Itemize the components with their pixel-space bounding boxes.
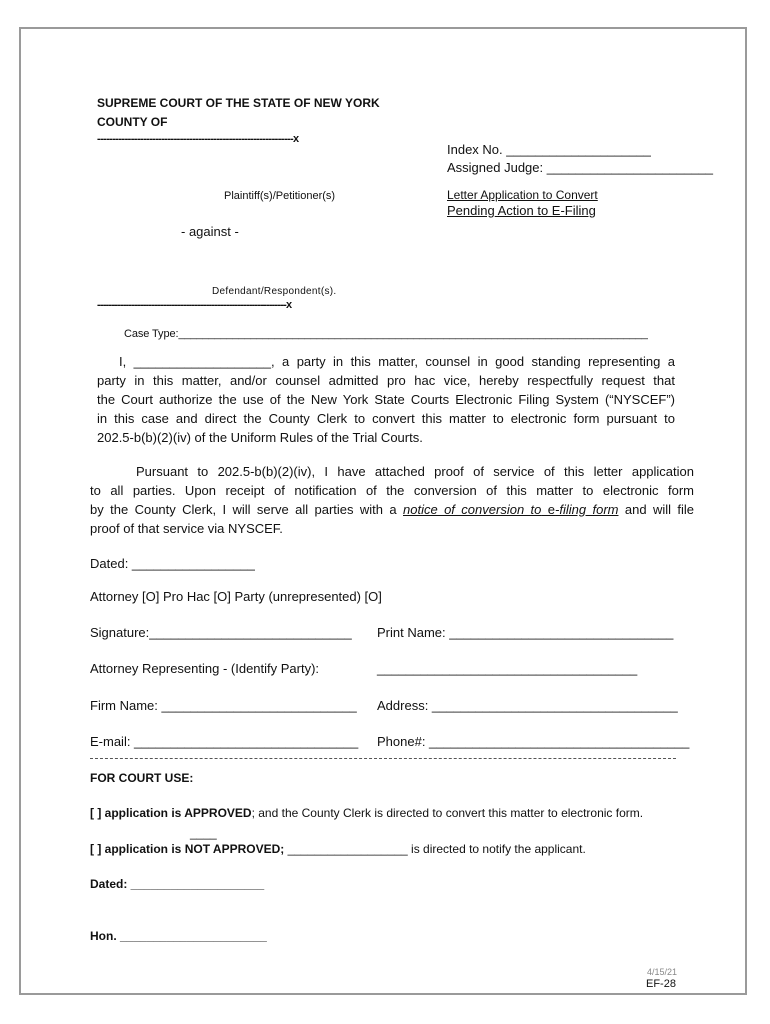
para2-line2: to all parties. Upon receipt of notification of the conversion of this matter to electronic form: [90, 483, 694, 498]
plaintiff-label: Plaintiff(s)/Petitioner(s): [224, 190, 336, 202]
request-paragraph: [97, 352, 675, 447]
para2-line3: by the County Clerk, I will serve all parties with a notice of conversion to e-filing form and will file: [90, 502, 694, 517]
court-use-heading: FOR COURT USE:: [90, 771, 194, 785]
not-mark: ____: [190, 826, 217, 840]
court-dated-field: Dated: ____________________: [90, 877, 265, 891]
hon-field: Hon. ______________________: [90, 929, 267, 943]
attorney-representing-label: Attorney Representing - (Identify Party):: [90, 661, 320, 676]
footer-date: 4/15/21: [647, 967, 678, 977]
caption-top-rule: ----------------------------------------------------------------x: [97, 133, 299, 145]
court-name: SUPREME COURT OF THE STATE OF NEW YORK: [97, 96, 380, 110]
para1-line4: in this case and direct the County Clerk to convert this matter to electronic form pursuant to: [97, 411, 675, 426]
not-approved-line: [ ] application is NOT APPROVED; __________________ is directed to notify the applicant.: [90, 842, 586, 856]
county-label: COUNTY OF: [97, 115, 168, 129]
para2-line1: Pursuant to 202.5-b(b)(2)(iv), I have attached proof of service of this letter application: [136, 464, 694, 479]
para1-line1: I, ___________________, a party in this matter, counsel in good standing representing a: [119, 354, 675, 369]
service-paragraph: [90, 462, 694, 538]
para2-line4: proof of that service via NYSCEF.: [90, 521, 283, 536]
attorney-representing-line: ____________________________________: [377, 661, 638, 676]
para1-line2: party in this matter, and/or counsel admitted pro hac vice, hereby respectfully request that: [97, 373, 675, 388]
para1-line3: the Court authorize the use of the New York State Courts Electronic Filing System (“NYSCEF”): [97, 392, 675, 407]
email-field: E-mail: _______________________________: [90, 734, 359, 749]
phone-field: Phone#: ____________________________________: [377, 734, 690, 749]
document-title-line1: Letter Application to Convert: [447, 188, 598, 202]
signature-field: Signature:____________________________: [90, 625, 352, 640]
para1-line5: 202.5-b(b)(2)(iv) of the Uniform Rules of the Trial Courts.: [97, 430, 423, 445]
assigned-judge-field: Assigned Judge: _______________________: [447, 160, 714, 175]
document-title-line2: Pending Action to E-Filing: [447, 203, 596, 218]
dated-field: Dated: _________________: [90, 556, 255, 571]
firm-name-field: Firm Name: ___________________________: [90, 698, 357, 713]
form-id: EF-28: [646, 978, 676, 990]
index-number-field: Index No. ____________________: [447, 142, 651, 157]
court-use-divider: [90, 758, 676, 759]
approved-line: [ ] application is APPROVED; and the County Clerk is directed to convert this matter to electronic form.: [90, 806, 644, 820]
address-field: Address: __________________________________: [377, 698, 678, 713]
against-label: - against -: [181, 224, 239, 239]
role-checkboxes: Attorney [O] Pro Hac [O] Party (unrepresented) [O]: [90, 589, 382, 604]
defendant-label: Defendant/Respondent(s).: [212, 286, 337, 297]
caption-bottom-rule: ------------------------------------------------------------------x: [97, 299, 292, 311]
case-type-field: Case Type:______________________________________________________________________________: [124, 328, 648, 340]
print-name-field: Print Name: _______________________________: [377, 625, 674, 640]
